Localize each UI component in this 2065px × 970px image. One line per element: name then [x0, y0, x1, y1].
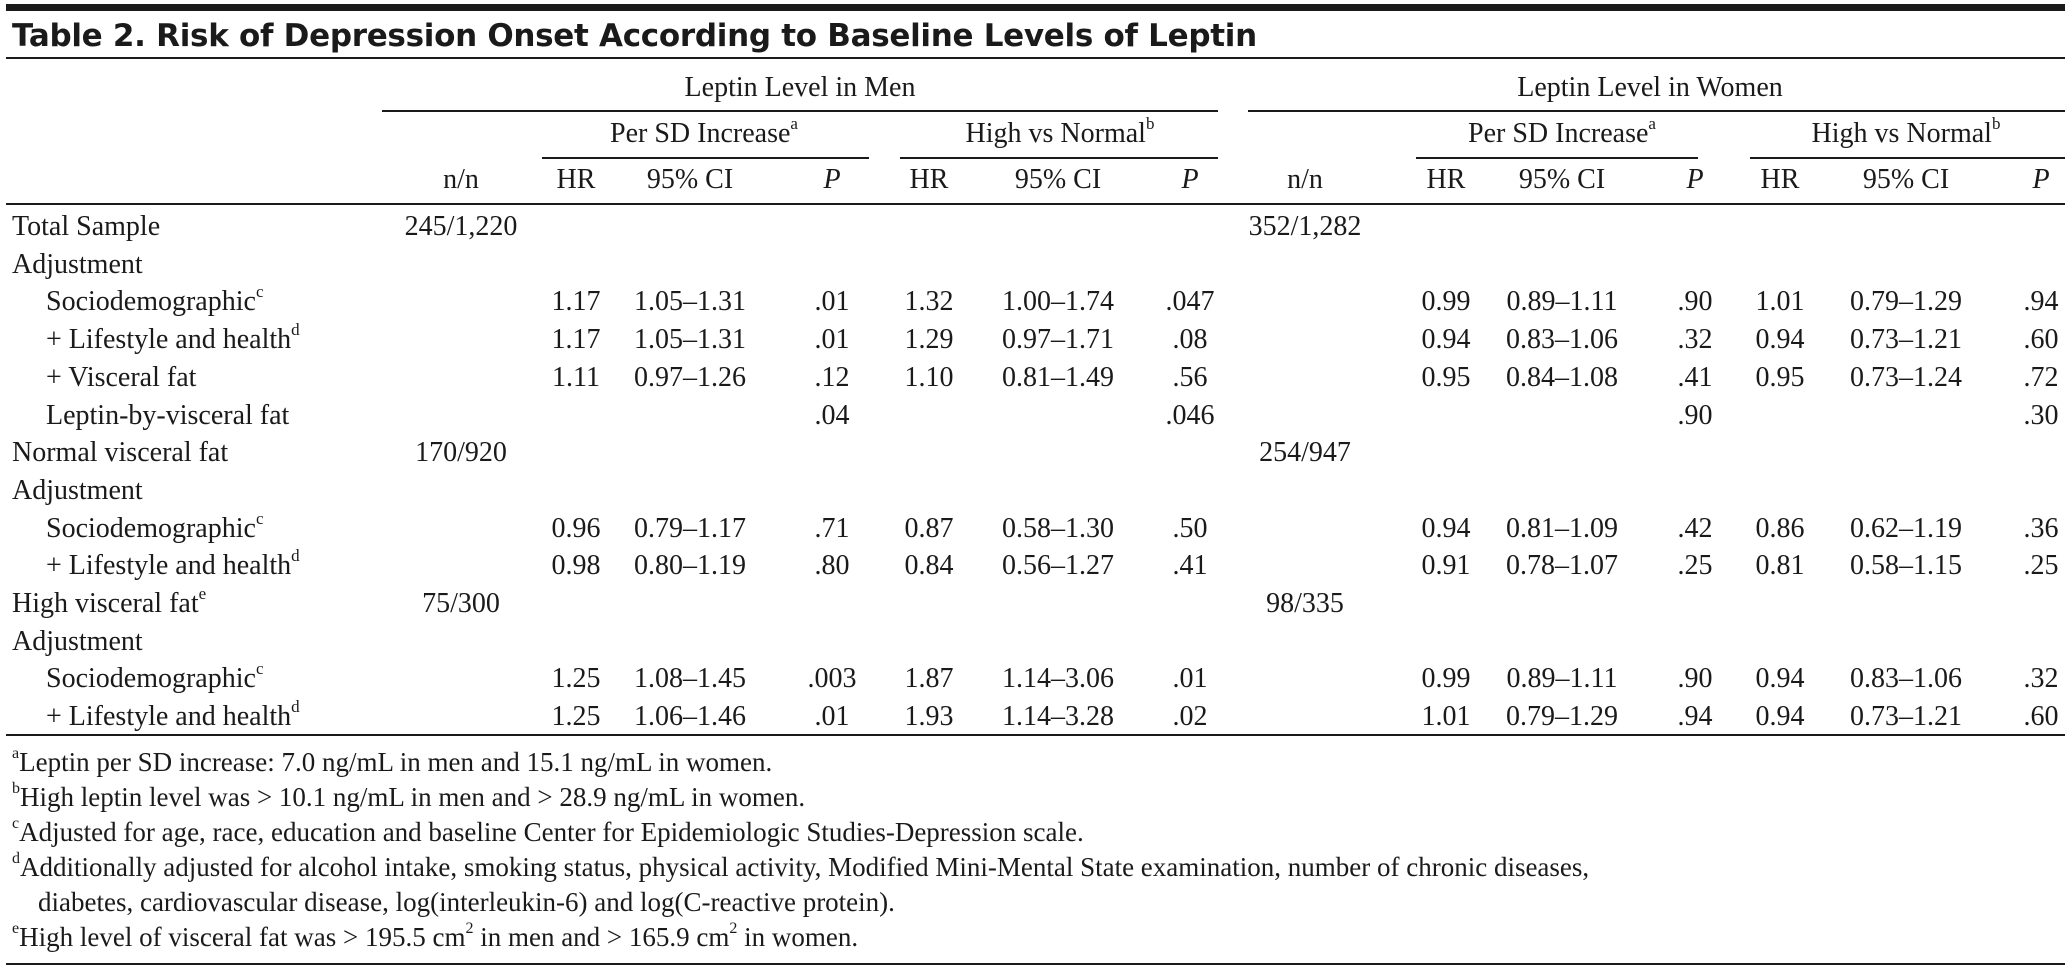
row-label: + Lifestyle and health$^d$ [46, 696, 300, 732]
cell-ci: 0.73–1.24 [1850, 362, 1962, 393]
footnote-a: $^a$Leptin per SD increase: 7.0 ng/mL in men and 15.1 ng/mL in women. [12, 745, 773, 777]
cell-ci: 1.05–1.31 [634, 324, 746, 355]
cell-hr: 1.01 [1755, 286, 1805, 317]
footnote-e: $^e$High level of visceral fat was > 195.5 $cm^2$ in men and > 165.9 $cm^2$ in women. [12, 920, 859, 952]
cell-hr: 0.86 [1755, 513, 1805, 544]
cell-nn-women: 254/947 [1259, 437, 1351, 468]
cell-p: .80 [814, 550, 850, 581]
row-label: Sociodemographic$^c$ [46, 508, 264, 544]
cell-ci: 0.83–1.06 [1850, 663, 1962, 694]
cell-p: .25 [1677, 550, 1713, 581]
cell-p: .25 [2023, 550, 2059, 581]
cell-p: .01 [814, 324, 850, 355]
cell-hr: 0.96 [551, 513, 601, 544]
col-header-ci: 95% CI [1518, 164, 1606, 195]
cell-p: .01 [814, 286, 850, 317]
cell-hr: 1.01 [1421, 701, 1471, 732]
cell-nn-men: 75/300 [422, 588, 500, 619]
cell-nn-men: 245/1,220 [404, 211, 518, 242]
cell-ci: 0.73–1.21 [1850, 324, 1962, 355]
cell-p: .50 [1172, 513, 1208, 544]
cell-hr: 1.11 [552, 362, 600, 393]
cell-p: .046 [1165, 400, 1215, 431]
cell-p: .60 [2023, 324, 2059, 355]
col-header-nn-men: n/n [443, 164, 479, 195]
cell-p: .01 [1172, 663, 1208, 694]
women-high-header: High vs Normal$^b$ [1811, 113, 2001, 149]
cell-p: .90 [1677, 663, 1713, 694]
cell-hr: 0.94 [1755, 663, 1805, 694]
cell-hr: 0.99 [1421, 286, 1471, 317]
cell-hr: 0.81 [1755, 550, 1805, 581]
cell-hr: 0.99 [1421, 663, 1471, 694]
col-header-p: P [1686, 164, 1704, 195]
cell-ci: 0.78–1.07 [1506, 550, 1618, 581]
cell-p: .90 [1677, 286, 1713, 317]
col-header-p: P [1181, 164, 1199, 195]
col-header-p: P [2032, 164, 2050, 195]
cell-nn-women: 352/1,282 [1248, 211, 1362, 242]
footnote-c: $^c$Adjusted for age, race, education and baseline Center for Epidemiologic Studies-Depression scale. [12, 815, 1084, 847]
women-persd-rule [1416, 157, 1698, 159]
col-header-hr: HR [1426, 164, 1466, 195]
table-title: Table 2. Risk of Depression Onset According to Baseline Levels of Leptin [12, 18, 1257, 54]
cell-hr: 0.94 [1421, 324, 1471, 355]
cell-ci: 0.97–1.71 [1002, 324, 1114, 355]
row-label: High visceral fat$^e$ [12, 583, 207, 619]
row-label: Sociodemographic$^c$ [46, 281, 264, 317]
men-group-rule [382, 110, 1218, 112]
cell-p: .56 [1172, 362, 1208, 393]
col-header-ci: 95% CI [1862, 164, 1950, 195]
col-header-ci: 95% CI [646, 164, 734, 195]
cell-p: .32 [2023, 663, 2059, 694]
cell-hr: 1.93 [904, 701, 954, 732]
cell-hr: 0.98 [551, 550, 601, 581]
cell-hr: 0.95 [1421, 362, 1471, 393]
cell-hr: 1.17 [551, 286, 601, 317]
cell-ci: 0.89–1.11 [1506, 286, 1618, 317]
cell-ci: 1.00–1.74 [1002, 286, 1114, 317]
row-label: Total Sample [12, 211, 161, 242]
cell-ci: 0.58–1.30 [1002, 513, 1114, 544]
cell-ci: 0.97–1.26 [634, 362, 746, 393]
cell-p: .90 [1677, 400, 1713, 431]
cell-ci: 1.14–3.28 [1002, 701, 1114, 732]
cell-nn-women: 98/335 [1266, 588, 1344, 619]
cell-ci: 0.81–1.09 [1506, 513, 1618, 544]
cell-hr: 1.17 [551, 324, 601, 355]
cell-ci: 0.79–1.17 [634, 513, 746, 544]
col-header-hr: HR [909, 164, 949, 195]
men-high-header: High vs Normal$^b$ [965, 113, 1155, 149]
footnote-d: $^d$Additionally adjusted for alcohol intake, smoking status, physical activity, Modified Mini-Mental State examination, number of chronic diseases, [12, 850, 1590, 882]
cell-ci: 0.84–1.08 [1506, 362, 1618, 393]
row-label: Leptin-by-visceral fat [46, 400, 290, 431]
cell-hr: 0.94 [1755, 324, 1805, 355]
body-end-rule [6, 734, 2065, 736]
cell-p: .08 [1172, 324, 1208, 355]
col-header-p: P [823, 164, 841, 195]
cell-ci: 0.83–1.06 [1506, 324, 1618, 355]
cell-hr: 1.25 [551, 701, 601, 732]
cell-ci: 1.05–1.31 [634, 286, 746, 317]
cell-p: .003 [807, 663, 857, 694]
cell-hr: 1.29 [904, 324, 954, 355]
top-rule [6, 4, 2065, 11]
cell-hr: 0.95 [1755, 362, 1805, 393]
cell-p: .72 [2023, 362, 2059, 393]
men-persd-header: Per SD Increase$^a$ [610, 113, 798, 149]
col-header-hr: HR [556, 164, 596, 195]
header-rule [6, 203, 2065, 205]
cell-ci: 0.62–1.19 [1850, 513, 1962, 544]
women-group-header: Leptin Level in Women [1517, 72, 1783, 103]
cell-p: .71 [814, 513, 850, 544]
cell-p: .94 [2023, 286, 2059, 317]
footnote-b: $^b$High leptin level was > 10.1 ng/mL in men and > 28.9 ng/mL in women. [12, 780, 806, 812]
row-label: Adjustment [12, 475, 143, 506]
cell-hr: 1.10 [904, 362, 954, 393]
cell-ci: 0.56–1.27 [1002, 550, 1114, 581]
row-label: + Visceral fat [46, 362, 197, 393]
row-label: + Lifestyle and health$^d$ [46, 319, 300, 355]
cell-p: .32 [1677, 324, 1713, 355]
bottom-rule [6, 963, 2065, 965]
men-high-rule [900, 157, 1218, 159]
women-high-rule [1750, 157, 2065, 159]
cell-p: .94 [1677, 701, 1713, 732]
cell-p: .04 [814, 400, 850, 431]
women-group-rule [1248, 110, 2065, 112]
cell-hr: 1.25 [551, 663, 601, 694]
cell-ci: 0.89–1.11 [1506, 663, 1618, 694]
col-header-hr: HR [1760, 164, 1800, 195]
cell-p: .41 [1677, 362, 1713, 393]
cell-nn-men: 170/920 [415, 437, 507, 468]
cell-hr: 0.94 [1421, 513, 1471, 544]
cell-hr: 0.87 [904, 513, 954, 544]
col-header-nn-women: n/n [1287, 164, 1323, 195]
cell-ci: 0.58–1.15 [1850, 550, 1962, 581]
cell-ci: 0.79–1.29 [1506, 701, 1618, 732]
cell-p: .01 [814, 701, 850, 732]
cell-p: .41 [1172, 550, 1208, 581]
men-group-header: Leptin Level in Men [684, 72, 916, 103]
cell-p: .12 [814, 362, 850, 393]
cell-hr: 0.91 [1421, 550, 1471, 581]
row-label: Sociodemographic$^c$ [46, 658, 264, 694]
cell-p: .60 [2023, 701, 2059, 732]
cell-hr: 0.94 [1755, 701, 1805, 732]
women-persd-header: Per SD Increase$^a$ [1468, 113, 1656, 149]
cell-p: .36 [2023, 513, 2059, 544]
title-rule [6, 57, 2065, 59]
row-label: Normal visceral fat [12, 437, 229, 468]
cell-ci: 0.73–1.21 [1850, 701, 1962, 732]
cell-ci: 0.81–1.49 [1002, 362, 1114, 393]
cell-p: .30 [2023, 400, 2059, 431]
cell-ci: 1.08–1.45 [634, 663, 746, 694]
row-label: Adjustment [12, 249, 143, 280]
cell-hr: 1.32 [904, 286, 954, 317]
footnote-d-continued: diabetes, cardiovascular disease, log(interleukin-6) and log(C-reactive protein). [38, 887, 895, 917]
cell-ci: 0.80–1.19 [634, 550, 746, 581]
cell-ci: 1.06–1.46 [634, 701, 746, 732]
cell-ci: 0.79–1.29 [1850, 286, 1962, 317]
men-persd-rule [542, 157, 869, 159]
row-label: + Lifestyle and health$^d$ [46, 545, 300, 581]
cell-hr: 1.87 [904, 663, 954, 694]
cell-p: .047 [1165, 286, 1215, 317]
cell-ci: 1.14–3.06 [1002, 663, 1114, 694]
cell-p: .02 [1172, 701, 1208, 732]
row-label: Adjustment [12, 626, 143, 657]
cell-hr: 0.84 [904, 550, 954, 581]
col-header-ci: 95% CI [1014, 164, 1102, 195]
cell-p: .42 [1677, 513, 1713, 544]
